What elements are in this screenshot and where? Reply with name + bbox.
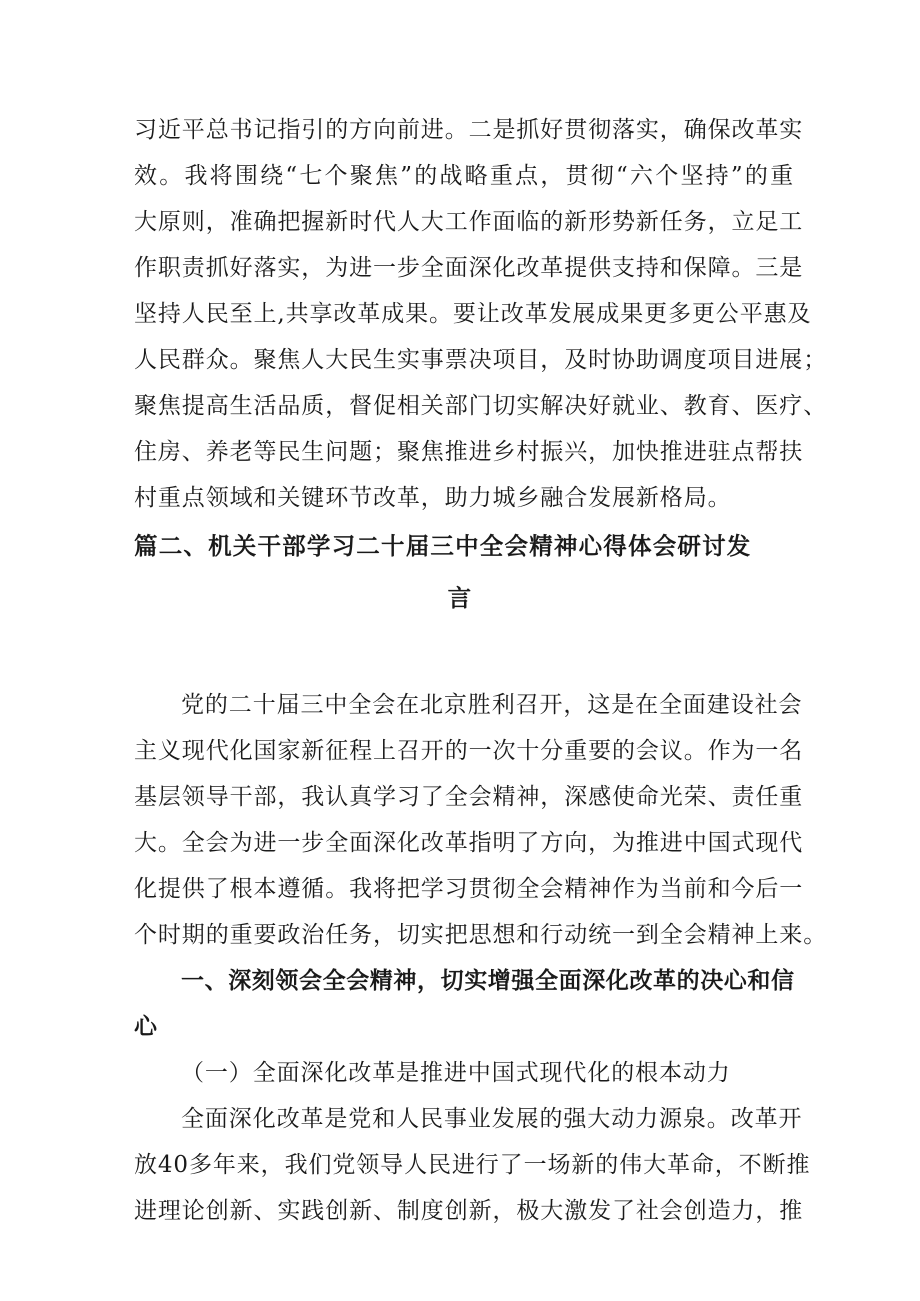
text-line: 基层领导干部，我认真学习了全会精神，深感使命光荣、责任重 [134, 784, 804, 810]
text-line: 住房、养老等民生问题；聚焦推进乡村振兴，加快推进驻点帮扶 [134, 439, 804, 465]
text-line: 进理论创新、实践创新、制度创新，极大激发了社会创造力，推 [134, 1198, 804, 1224]
text-line: 全面深化改革是党和人民事业发展的强大动力源泉。改革开 [181, 1106, 803, 1132]
text-line: 大原则，准确把握新时代人大工作面临的新形势新任务，立足工 [134, 209, 804, 235]
text-line: 个时期的重要政治任务，切实把思想和行动统一到全会精神上来。 [134, 922, 828, 948]
text-line: 人民群众。聚焦人大民生实事票决项目，及时协助调度项目进展； [134, 347, 828, 373]
text-line: 化提供了根本遵循。我将把学习贯彻全会精神作为当前和今后一 [134, 876, 804, 902]
text-line: 聚焦提高生活品质，督促相关部门切实解决好就业、教育、医疗、 [134, 393, 828, 419]
section-heading: 一、深刻领会全会精神，切实增强全面深化改革的决心和信 [181, 968, 795, 994]
subsection-heading: （一）全面深化改革是推进中国式现代化的根本动力 [181, 1060, 731, 1086]
text-line: 作职责抓好落实，为进一步全面深化改革提供支持和保障。三是 [134, 255, 804, 281]
text-line: 坚持人民至上,共享改革成果。要让改革发展成果更多更公平惠及 [134, 301, 812, 327]
text-line: 放40多年来，我们党领导人民进行了一场新的伟大革命，不断推 [134, 1152, 811, 1178]
article-title-continuation: 言 [447, 584, 473, 612]
article-title: 篇二、机关干部学习二十届三中全会精神心得体会研讨发 [134, 532, 752, 560]
text-line: 效。我将围绕“七个聚焦”的战略重点，贯彻“六个坚持”的重 [134, 163, 794, 189]
text-line: 主义现代化国家新征程上召开的一次十分重要的会议。作为一名 [134, 738, 804, 764]
text-line: 大。全会为进一步全面深化改革指明了方向，为推进中国式现代 [134, 830, 804, 856]
text-line: 村重点领域和关键环节改革，助力城乡融合发展新格局。 [134, 485, 732, 511]
section-heading-continuation: 心 [134, 1014, 158, 1040]
text-line: 习近平总书记指引的方向前进。二是抓好贯彻落实，确保改革实 [134, 117, 804, 143]
text-line: 党的二十届三中全会在北京胜利召开，这是在全面建设社会 [181, 692, 803, 718]
